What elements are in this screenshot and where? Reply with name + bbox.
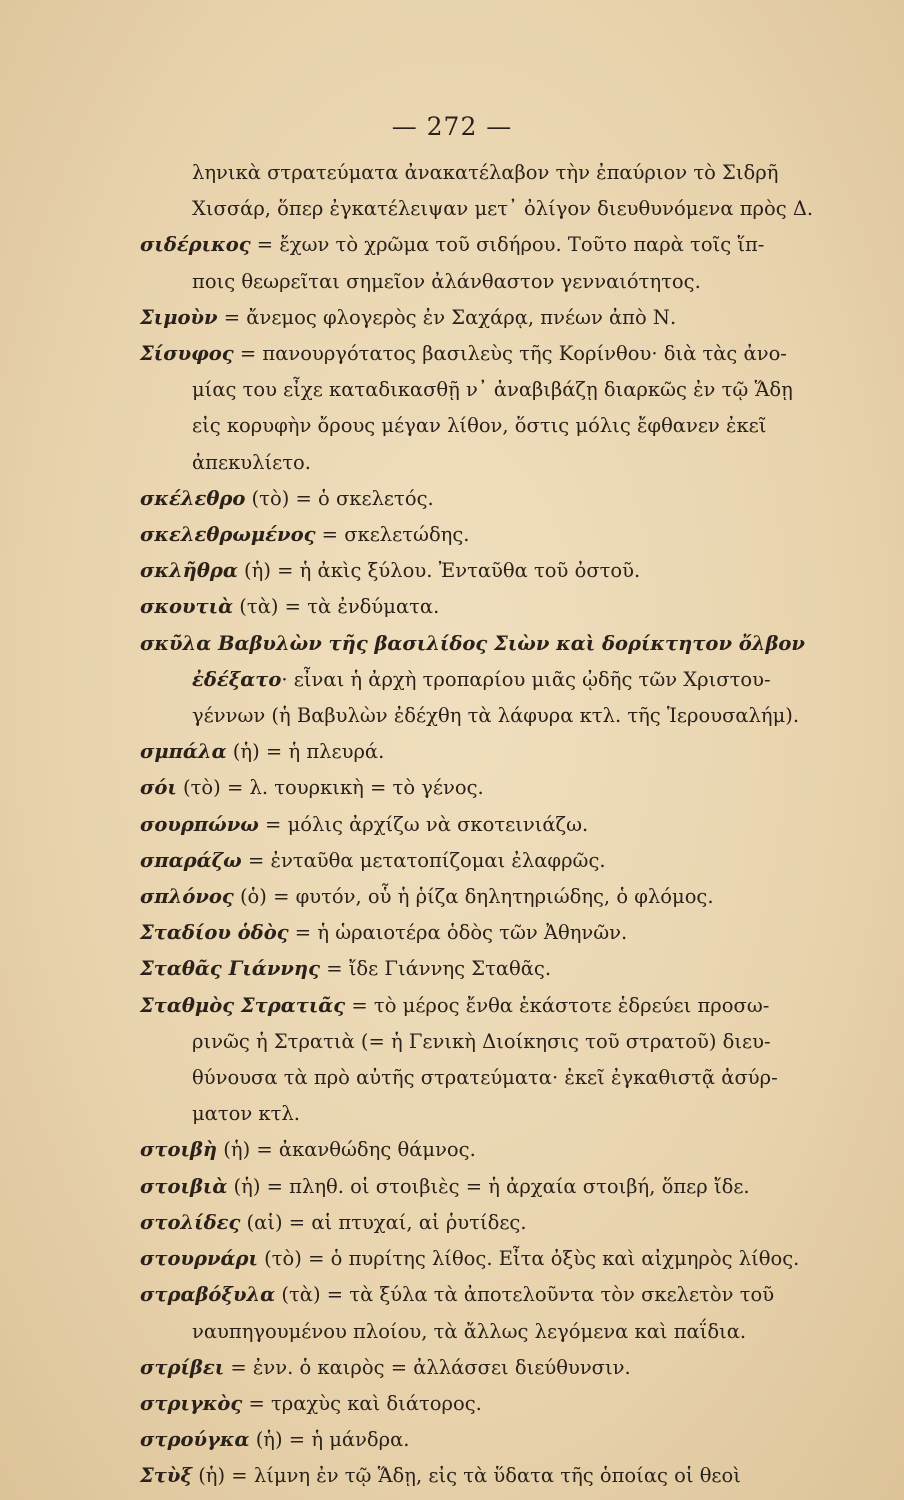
entry-line: Χισσάρ, ὅπερ ἐγκατέλειψαν μετ᾽ ὀλίγον διευθυνόμενα πρὸς Δ.: [192, 197, 814, 221]
entry-definition: (ὁ) = φυτόν, οὗ ἡ ῥίζα δηλητηριώδης, ὁ φλόμος.: [233, 885, 714, 909]
entry-line: [140, 662, 840, 698]
glossary-entry: [140, 1422, 840, 1458]
entry-definition: = ἡ ὡραιοτέρα ὁδὸς τῶν Ἀθηνῶν.: [288, 921, 628, 945]
glossary-entry: [140, 1458, 840, 1494]
entry-term: στοιβὴ: [140, 1138, 218, 1162]
entry-term: στραβόξυλα: [140, 1283, 276, 1307]
entry-definition: = πανουργότατος βασιλεὺς τῆς Κορίνθου· διὰ τὰς ἀνο-: [233, 342, 787, 366]
glossary-entry: [140, 1205, 840, 1241]
entry-term-continuation: ἐδέξατο: [192, 667, 282, 691]
entry-definition: · εἶναι ἡ ἀρχὴ τροπαρίου μιᾶς ᾠδῆς τῶν Χριστου-: [281, 667, 771, 691]
entry-term: Σταθᾶς Γιάννης: [140, 957, 320, 981]
entry-term: σπαράζω: [140, 848, 242, 872]
glossary-entry: [140, 481, 840, 517]
entry-first-line: [140, 915, 840, 951]
entry-term: στοιβιὰ: [140, 1174, 228, 1198]
entry-line: μίας του εἶχε καταδικασθῇ ν᾽ ἀναβιβάζῃ διαρκῶς ἐν τῷ Ἅδῃ: [192, 378, 793, 402]
entry-definition: (τὸ) = ὁ σκελετός.: [245, 486, 434, 510]
entry-definition: (τὸ) = λ. τουρκικὴ = τὸ γένος.: [176, 776, 484, 800]
entry-term: σπλόνος: [140, 885, 234, 909]
glossary-entry: [140, 155, 840, 227]
entry-term: σκῦλα Βαβυλὼν τῆς βασιλίδος Σιὼν καὶ δορίκτητον ὄλβον: [140, 631, 805, 655]
entry-definition: = ἐνν. ὁ καιρὸς = ἀλλάσσει διεύθυνσιν.: [224, 1355, 631, 1379]
entry-first-line: [140, 626, 840, 662]
entry-first-line: [140, 988, 840, 1024]
entry-term: σουρπώνω: [140, 812, 259, 836]
glossary-entry: [140, 300, 840, 336]
glossary-entry: [140, 517, 840, 553]
entry-term: στριγκὸς: [140, 1391, 243, 1415]
entry-line: ναυπηγουμένου πλοίου, τὰ ἄλλως λεγόμενα καὶ παΐδια.: [192, 1319, 747, 1343]
entry-first-line: [140, 553, 840, 589]
entry-definition: = ἄνεμος φλογερὸς ἐν Σαχάρᾳ, πνέων ἀπὸ Ν.: [217, 305, 677, 329]
glossary-entry: [140, 1132, 840, 1168]
entry-line: εἰς κορυφὴν ὄρους μέγαν λίθον, ὅστις μόλις ἔφθανεν ἐκεῖ: [192, 414, 767, 438]
entry-term: σκουτιὰ: [140, 595, 234, 619]
entry-first-line: [140, 807, 840, 843]
entry-first-line: [140, 1458, 840, 1494]
entry-term: στρίβει: [140, 1355, 225, 1379]
entry-definition: = ἐνταῦθα μετατοπίζομαι ἐλαφρῶς.: [241, 848, 606, 872]
entry-term: Σίσυφος: [140, 342, 234, 366]
entry-definition: = σκελετώδης.: [315, 523, 470, 547]
glossary-entry: [140, 734, 840, 770]
entry-first-line: [140, 1132, 840, 1168]
entry-first-line: [140, 1386, 840, 1422]
entry-term: στρούγκα: [140, 1428, 250, 1452]
glossary-entry: [140, 951, 840, 987]
page-number: — 272 —: [391, 112, 513, 141]
glossary-entry: [140, 1350, 840, 1386]
entry-term: σκέλεθρο: [140, 486, 246, 510]
glossary-entry: [140, 336, 840, 481]
entry-definition: (ἡ) = ἡ πλευρά.: [226, 740, 385, 764]
glossary-entry: [140, 770, 840, 806]
entry-definition: = τραχὺς καὶ διάτορος.: [242, 1391, 482, 1415]
glossary-entry: [140, 553, 840, 589]
entry-line: θύνουσα τὰ πρὸ αὐτῆς στρατεύματα· ἐκεῖ ἐγκαθιστᾷ ἀσύρ-: [192, 1066, 778, 1090]
entry-term: σκελεθρωμένος: [140, 523, 316, 547]
entry-term: Σταθμὸς Στρατιᾶς: [140, 993, 346, 1017]
entry-line: ματον κτλ.: [192, 1102, 300, 1126]
entry-first-line: [140, 843, 840, 879]
entry-definition: (τὰ) = τὰ ξύλα τὰ ἀποτελοῦντα τὸν σκελετὸν τοῦ: [275, 1283, 775, 1307]
entry-definition: (ἡ) = ἀκανθώδης θάμνος.: [217, 1138, 476, 1162]
entry-definition: (ἡ) = ἡ ἀκὶς ξύλου. Ἐνταῦθα τοῦ ὀστοῦ.: [237, 559, 641, 583]
entry-definition: = ἔχων τὸ χρῶμα τοῦ σιδήρου. Τοῦτο παρὰ τοῖς ἵπ-: [250, 233, 765, 257]
entry-definition: (αἱ) = αἱ πτυχαί, αἱ ῥυτίδες.: [240, 1210, 527, 1234]
entry-first-line: [140, 481, 840, 517]
glossary-text: [140, 155, 840, 1495]
entry-first-line: [140, 951, 840, 987]
entry-first-line: [140, 1205, 840, 1241]
entry-line: ποις θεωρεῖται σημεῖον ἀλάνθαστον γενναιότητος.: [192, 269, 701, 293]
entry-term: Στὺξ: [140, 1464, 192, 1488]
entry-definition: (ἡ) = ἡ μάνδρα.: [249, 1428, 410, 1452]
glossary-entry: [140, 879, 840, 915]
entry-term: στολίδες: [140, 1210, 241, 1234]
glossary-entry: [140, 843, 840, 879]
entry-term: σιδέρικος: [140, 233, 251, 257]
entry-first-line: [140, 336, 840, 372]
entry-first-line: [140, 770, 840, 806]
entry-first-line: [140, 1422, 840, 1458]
entry-line: ληνικὰ στρατεύματα ἀνακατέλαβον τὴν ἐπαύριον τὸ Σιδρῆ: [192, 161, 779, 184]
entry-definition: = ἴδε Γιάννης Σταθᾶς.: [320, 957, 552, 981]
entry-term: σόι: [140, 776, 177, 800]
glossary-entry: [140, 1169, 840, 1205]
glossary-entry: [140, 915, 840, 951]
entry-first-line: [140, 517, 840, 553]
glossary-entry: [140, 988, 840, 1133]
entry-first-line: [140, 1277, 840, 1313]
entry-term: Σταδίου ὁδὸς: [140, 921, 289, 945]
entry-first-line: [140, 1350, 840, 1386]
entry-definition: (ἡ) = λίμνη ἐν τῷ Ἅδῃ, εἰς τὰ ὕδατα τῆς ὁποίας οἱ θεοὶ: [192, 1464, 741, 1488]
glossary-entry: [140, 1386, 840, 1422]
entry-definition: (τὸ) = ὁ πυρίτης λίθος. Εἶτα ὀξὺς καὶ αἰχμηρὸς λίθος.: [257, 1247, 800, 1271]
glossary-entry: [140, 1277, 840, 1349]
glossary-entry: [140, 227, 840, 299]
entry-first-line: [140, 1241, 840, 1277]
entry-first-line: [140, 1169, 840, 1205]
glossary-entry: [140, 626, 840, 735]
entry-definition: (ἡ) = πληθ. οἱ στοιβιὲς = ἡ ἀρχαία στοιβή, ὅπερ ἴδε.: [227, 1174, 750, 1198]
entry-definition: (τὰ) = τὰ ἐνδύματα.: [233, 595, 440, 619]
entry-term: σκλῆθρα: [140, 559, 238, 583]
entry-first-line: [140, 227, 840, 263]
entry-term: Σιμοὺν: [140, 305, 218, 329]
entry-line: ρινῶς ἡ Στρατιὰ (= ἡ Γενικὴ Διοίκησις τοῦ στρατοῦ) διευ-: [192, 1029, 771, 1053]
entry-term: σμπάλα: [140, 740, 227, 764]
entry-first-line: [140, 734, 840, 770]
entry-definition: = μόλις ἀρχίζω νὰ σκοτεινιάζω.: [258, 812, 589, 836]
entry-first-line: [140, 879, 840, 915]
entry-term: στουρνάρι: [140, 1247, 258, 1271]
entry-line: γέννων (ἡ Βαβυλὼν ἐδέχθη τὰ λάφυρα κτλ. τῆς Ἱερουσαλήμ).: [192, 704, 800, 728]
glossary-entry: [140, 589, 840, 625]
entry-line: ἀπεκυλίετο.: [192, 450, 311, 474]
glossary-entry: [140, 1241, 840, 1277]
entry-definition: = τὸ μέρος ἔνθα ἑκάστοτε ἑδρεύει προσω-: [345, 993, 770, 1017]
entry-first-line: [140, 300, 840, 336]
glossary-entry: [140, 807, 840, 843]
entry-first-line: [140, 589, 840, 625]
